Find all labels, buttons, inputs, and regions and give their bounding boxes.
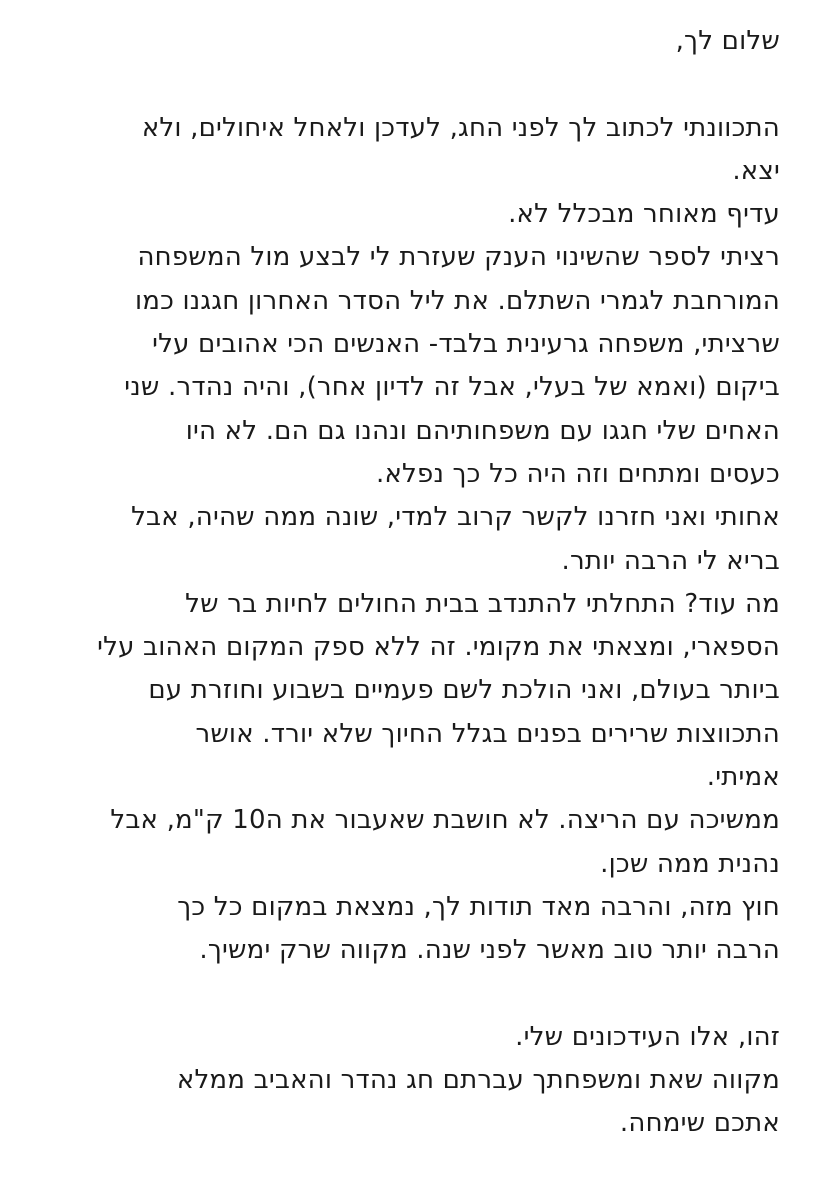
paragraph-better-late (36, 193, 780, 236)
blank-line (36, 63, 780, 106)
text-line: חוץ מזה, והרבה מאד תודות לך, נמצאת במקום כל כך (177, 891, 780, 922)
text-line: ממשיכה עם הריצה. לא חושבת שאעבור את ה10 ק"מ, אבל (110, 805, 780, 836)
text-line: המורחבת לגמרי השתלם. את ליל הסדר האחרון חגגנו כמו (134, 285, 780, 316)
text-line: אחותי ואני חזרנו לקשר קרוב למדי, שונה ממה שהיה, אבל (131, 502, 780, 533)
text-line: התכווצות שרירים בפנים בגלל החיוך שלא יורד. אושר (195, 718, 780, 749)
text-line: האחים שלי חגגו עם משפחותיהם ונהנו גם הם. לא היו (185, 415, 780, 446)
paragraph-family-change (36, 236, 780, 496)
text-line: כעסים ומתחים וזה היה כל כך נפלא. (375, 458, 780, 489)
text-line: ביקום (ואמא של בעלי, אבל זה לדיון אחר), והיה נהדר. שני (124, 372, 780, 403)
text-line: אתכם שימחה. (619, 1108, 780, 1139)
letter-body (36, 20, 780, 1146)
text-line: נהנית ממה שכן. (600, 848, 780, 879)
text-line: הרבה יותר טוב מאשר לפני שנה. מקווה שרק ימשיך. (199, 935, 780, 966)
text-line: ביותר בעולם, ואני הולכת לשם פעמיים בשבוע וחוזרת עם (148, 675, 780, 706)
closing-updates (36, 1016, 780, 1059)
text-line: הספארי, ומצאתי את מקומי. זה ללא ספק המקום האהוב עלי (97, 632, 780, 663)
paragraph-volunteering (36, 583, 780, 799)
text-line: אמיתי. (706, 762, 780, 793)
paragraph-thanks (36, 886, 780, 973)
text-line: זהו, אלו העידכונים שלי. (515, 1021, 780, 1052)
text-line: בריא לי הרבה יותר. (561, 545, 780, 576)
paragraph-running (36, 799, 780, 886)
paragraph-postponed-greeting (36, 107, 780, 194)
text-line: יצא. (732, 155, 780, 186)
text-line: רציתי לספר שהשינוי הענק שעזרת לי לבצע מול המשפחה (137, 242, 780, 273)
greeting-line: שלום לך, (675, 26, 780, 56)
text-line: התכוונתי לכתוב לך לפני החג, לעדכן ולאחל איחולים, ולא (141, 112, 780, 143)
text-line: מקווה שאת ומשפחתך עברתם חג נהדר והאביב ממלא (176, 1065, 780, 1096)
text-line: שרציתי, משפחה גרעינית בלבד- האנשים הכי אהובים עלי (152, 329, 780, 360)
paragraph-sister (36, 496, 780, 583)
text-line: עדיף מאוחר מבכלל לא. (508, 199, 780, 230)
text-line: מה עוד? התחלתי להתנדב בבית החולים לחיות בר של (185, 588, 780, 619)
blank-line (36, 973, 780, 1016)
closing-wishes (36, 1059, 780, 1146)
